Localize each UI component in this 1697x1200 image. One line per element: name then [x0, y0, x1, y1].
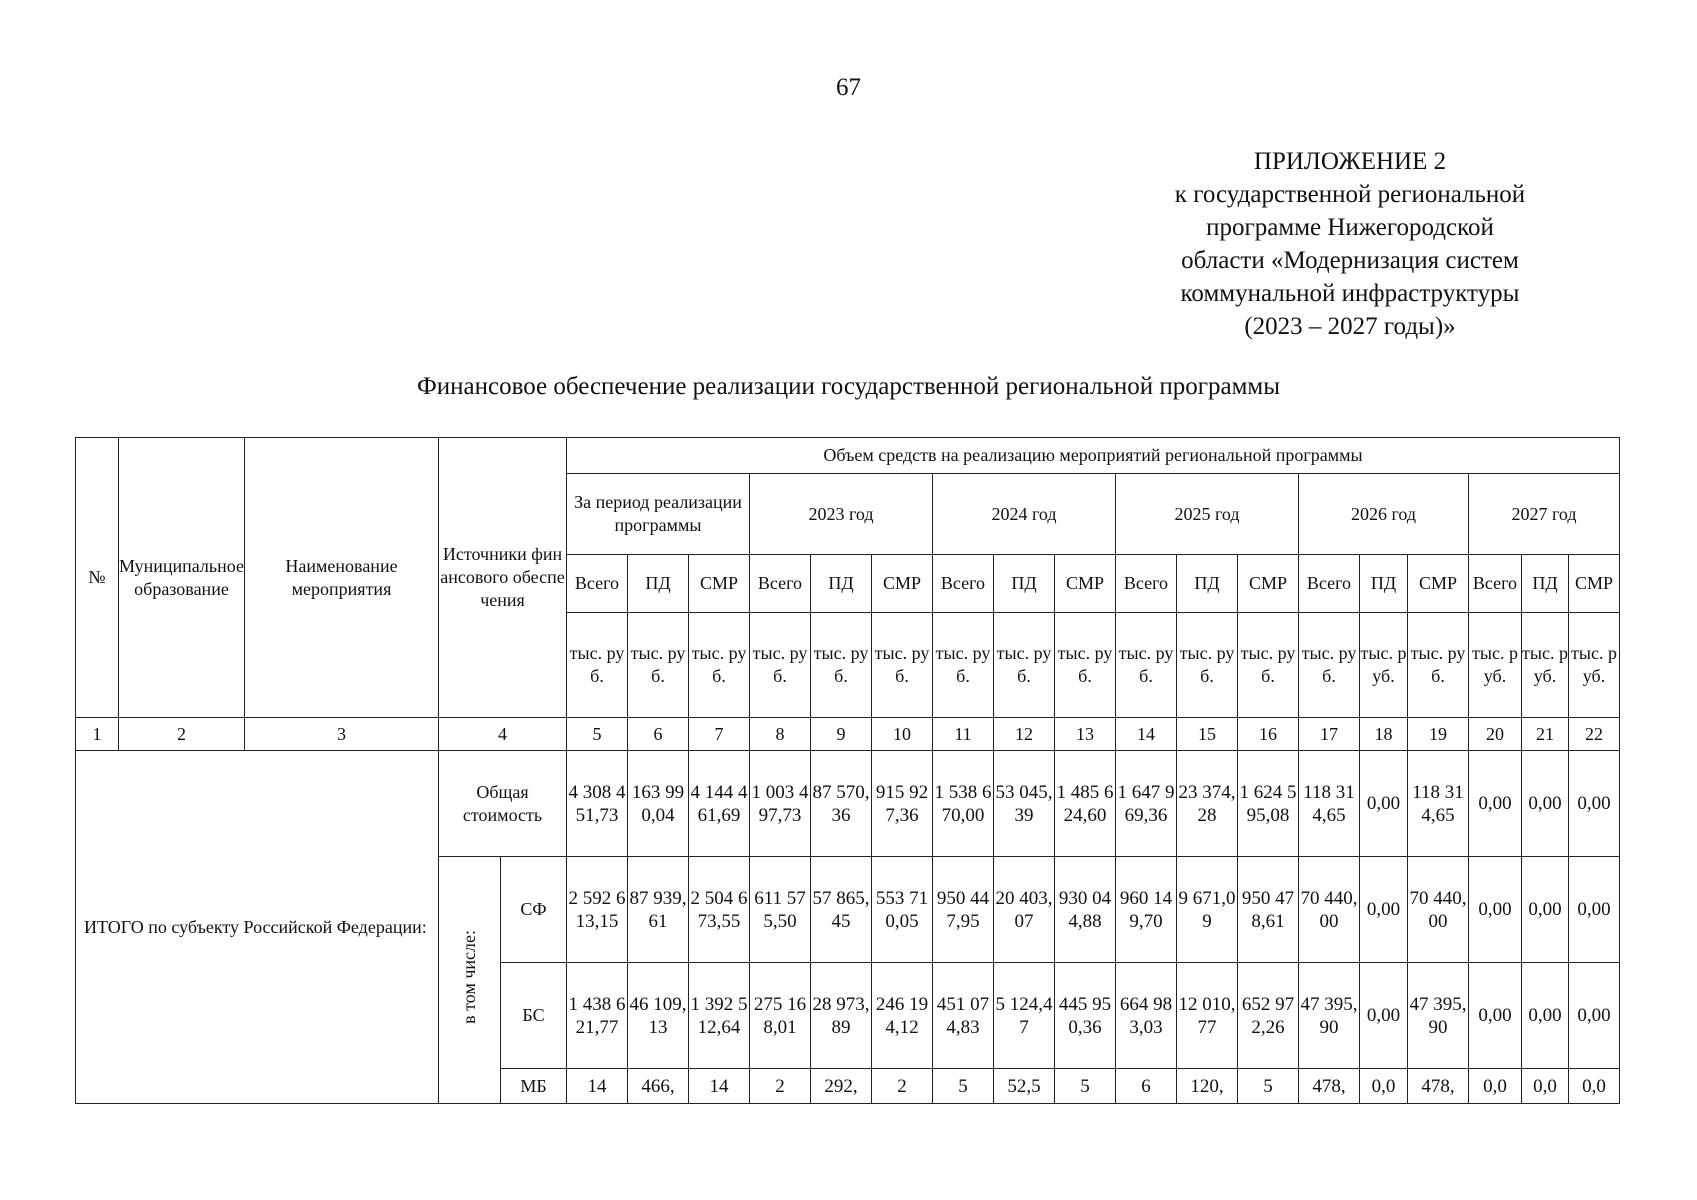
value-cell: 0,0	[1469, 1069, 1522, 1104]
header-sub: Всего	[567, 555, 628, 613]
appendix-block	[1140, 145, 1560, 343]
value-cell: 960 149,70	[1116, 857, 1177, 963]
value-cell: 87 570,36	[811, 751, 872, 857]
including-label: в том числе:	[459, 930, 479, 1024]
value-cell: 0,00	[1469, 857, 1522, 963]
header-unit: тыс. руб.	[872, 613, 933, 718]
header-sub: СМР	[1238, 555, 1299, 613]
value-cell: 12 010,77	[1177, 963, 1238, 1069]
appendix-line: коммунальной инфраструктуры	[1180, 280, 1520, 307]
column-number: 16	[1238, 718, 1299, 751]
column-number: 10	[872, 718, 933, 751]
column-number: 19	[1408, 718, 1469, 751]
value-cell: 1 392 512,64	[689, 963, 750, 1069]
value-cell: 2	[750, 1069, 811, 1104]
value-cell: 478,	[1408, 1069, 1469, 1104]
value-cell: 1 003 497,73	[750, 751, 811, 857]
column-number: 15	[1177, 718, 1238, 751]
header-unit: тыс. руб.	[750, 613, 811, 718]
appendix-line: ПРИЛОЖЕНИЕ 2	[1253, 148, 1447, 175]
column-number: 8	[750, 718, 811, 751]
source-cell: БС	[501, 963, 567, 1069]
appendix-line: к государственной региональной	[1174, 181, 1526, 208]
including-cell	[439, 857, 501, 1104]
header-unit: тыс. руб.	[1177, 613, 1238, 718]
header-sub: СМР	[872, 555, 933, 613]
value-cell: 652 972,26	[1238, 963, 1299, 1069]
header-sub: СМР	[1569, 555, 1620, 613]
value-cell: 930 044,88	[1055, 857, 1116, 963]
value-cell: 1 624 595,08	[1238, 751, 1299, 857]
value-cell: 0,00	[1469, 963, 1522, 1069]
source-cell: Общая стоимость	[439, 751, 567, 857]
column-number: 3	[245, 718, 439, 751]
column-number: 2	[119, 718, 245, 751]
column-number: 4	[439, 718, 567, 751]
value-cell: 478,	[1299, 1069, 1360, 1104]
column-number: 14	[1116, 718, 1177, 751]
source-cell: СФ	[501, 857, 567, 963]
value-cell: 5 124,47	[994, 963, 1055, 1069]
value-cell: 28 973,89	[811, 963, 872, 1069]
header-sub: ПД	[1360, 555, 1408, 613]
column-number: 11	[933, 718, 994, 751]
column-number: 13	[1055, 718, 1116, 751]
value-cell: 950 478,61	[1238, 857, 1299, 963]
value-cell: 0,0	[1569, 1069, 1620, 1104]
column-number: 18	[1360, 718, 1408, 751]
value-cell: 70 440,00	[1408, 857, 1469, 963]
value-cell: 5	[933, 1069, 994, 1104]
value-cell: 52,5	[994, 1069, 1055, 1104]
header-unit: тыс. руб.	[1522, 613, 1569, 718]
column-number: 12	[994, 718, 1055, 751]
header-sub: ПД	[994, 555, 1055, 613]
value-cell: 553 710,05	[872, 857, 933, 963]
value-cell: 23 374,28	[1177, 751, 1238, 857]
header-period: 2023 год	[750, 474, 933, 555]
value-cell: 1 647 969,36	[1116, 751, 1177, 857]
value-cell: 915 927,36	[872, 751, 933, 857]
value-cell: 0,00	[1360, 751, 1408, 857]
header-unit: тыс. руб.	[1569, 613, 1620, 718]
header-sub: Всего	[1299, 555, 1360, 613]
column-number: 5	[567, 718, 628, 751]
header-period: За период реализации программы	[567, 474, 750, 555]
value-cell: 87 939,61	[628, 857, 689, 963]
value-cell: 0,00	[1522, 963, 1569, 1069]
total-label: ИТОГО по субъекту Российской Федерации:	[76, 751, 439, 1104]
value-cell: 70 440,00	[1299, 857, 1360, 963]
financing-table	[75, 437, 1620, 1104]
header-sub: ПД	[1522, 555, 1569, 613]
header-sub: Всего	[750, 555, 811, 613]
value-cell: 664 983,03	[1116, 963, 1177, 1069]
value-cell: 0,00	[1522, 857, 1569, 963]
header-period: 2024 год	[933, 474, 1116, 555]
header-unit: тыс. руб.	[994, 613, 1055, 718]
header-unit: тыс. руб.	[689, 613, 750, 718]
value-cell: 47 395,90	[1299, 963, 1360, 1069]
value-cell: 1 538 670,00	[933, 751, 994, 857]
header-sub: Всего	[933, 555, 994, 613]
header-unit: тыс. руб.	[933, 613, 994, 718]
header-measure: Наименование мероприятия	[245, 438, 439, 718]
header-unit: тыс. руб.	[1055, 613, 1116, 718]
value-cell: 57 865,45	[811, 857, 872, 963]
value-cell: 246 194,12	[872, 963, 933, 1069]
appendix-line: программе Нижегородской	[1206, 214, 1494, 241]
appendix-line: области «Модернизация систем	[1181, 247, 1519, 274]
value-cell: 5	[1055, 1069, 1116, 1104]
column-number: 1	[76, 718, 119, 751]
header-no: №	[76, 438, 119, 718]
value-cell: 445 950,36	[1055, 963, 1116, 1069]
value-cell: 53 045,39	[994, 751, 1055, 857]
value-cell: 4 144 461,69	[689, 751, 750, 857]
header-sub: СМР	[1055, 555, 1116, 613]
header-sub: ПД	[1177, 555, 1238, 613]
value-cell: 46 109,13	[628, 963, 689, 1069]
value-cell: 1 438 621,77	[567, 963, 628, 1069]
header-unit: тыс. руб.	[1238, 613, 1299, 718]
value-cell: 2 504 673,55	[689, 857, 750, 963]
value-cell: 0,00	[1569, 963, 1620, 1069]
header-unit: тыс. руб.	[1469, 613, 1522, 718]
value-cell: 0,00	[1569, 751, 1620, 857]
column-number: 20	[1469, 718, 1522, 751]
header-unit: тыс. руб.	[628, 613, 689, 718]
value-cell: 611 575,50	[750, 857, 811, 963]
value-cell: 292,	[811, 1069, 872, 1104]
value-cell: 0,00	[1569, 857, 1620, 963]
column-number: 7	[689, 718, 750, 751]
header-sub: Всего	[1469, 555, 1522, 613]
header-volume: Объем средств на реализацию мероприятий региональной программы	[567, 438, 1620, 474]
header-unit: тыс. руб.	[1299, 613, 1360, 718]
value-cell: 2	[872, 1069, 933, 1104]
value-cell: 950 447,95	[933, 857, 994, 963]
value-cell: 118 314,65	[1299, 751, 1360, 857]
header-sub: СМР	[1408, 555, 1469, 613]
header-sub: Всего	[1116, 555, 1177, 613]
column-number: 22	[1569, 718, 1620, 751]
value-cell: 0,00	[1360, 857, 1408, 963]
value-cell: 47 395,90	[1408, 963, 1469, 1069]
header-municipality: Муниципальное образование	[119, 438, 245, 718]
header-period: 2025 год	[1116, 474, 1299, 555]
value-cell: 0,0	[1522, 1069, 1569, 1104]
value-cell: 2 592 613,15	[567, 857, 628, 963]
header-sub: ПД	[628, 555, 689, 613]
document-title: Финансовое обеспечение реализации государственной региональной программы	[416, 373, 1281, 400]
header-unit: тыс. руб.	[1116, 613, 1177, 718]
value-cell: 163 990,04	[628, 751, 689, 857]
source-cell: МБ	[501, 1069, 567, 1104]
header-unit: тыс. руб.	[567, 613, 628, 718]
value-cell: 5	[1238, 1069, 1299, 1104]
value-cell: 466,	[628, 1069, 689, 1104]
header-source: Источники финансового обеспечения	[439, 438, 567, 718]
value-cell: 20 403,07	[994, 857, 1055, 963]
header-unit: тыс. руб.	[1360, 613, 1408, 718]
value-cell: 4 308 451,73	[567, 751, 628, 857]
header-sub: СМР	[689, 555, 750, 613]
column-number: 21	[1522, 718, 1569, 751]
value-cell: 1 485 624,60	[1055, 751, 1116, 857]
header-period: 2026 год	[1299, 474, 1469, 555]
header-unit: тыс. руб.	[811, 613, 872, 718]
value-cell: 14	[567, 1069, 628, 1104]
header-period: 2027 год	[1469, 474, 1620, 555]
header-sub: ПД	[811, 555, 872, 613]
value-cell: 14	[689, 1069, 750, 1104]
header-unit: тыс. руб.	[1408, 613, 1469, 718]
value-cell: 0,00	[1522, 751, 1569, 857]
value-cell: 0,00	[1360, 963, 1408, 1069]
column-number: 9	[811, 718, 872, 751]
page-number: 67	[836, 74, 861, 101]
column-number: 17	[1299, 718, 1360, 751]
appendix-line: (2023 – 2027 годы)»	[1244, 313, 1456, 340]
column-number: 6	[628, 718, 689, 751]
value-cell: 6	[1116, 1069, 1177, 1104]
value-cell: 9 671,09	[1177, 857, 1238, 963]
value-cell: 118 314,65	[1408, 751, 1469, 857]
value-cell: 451 074,83	[933, 963, 994, 1069]
value-cell: 0,00	[1469, 751, 1522, 857]
value-cell: 275 168,01	[750, 963, 811, 1069]
value-cell: 0,0	[1360, 1069, 1408, 1104]
value-cell: 120,	[1177, 1069, 1238, 1104]
